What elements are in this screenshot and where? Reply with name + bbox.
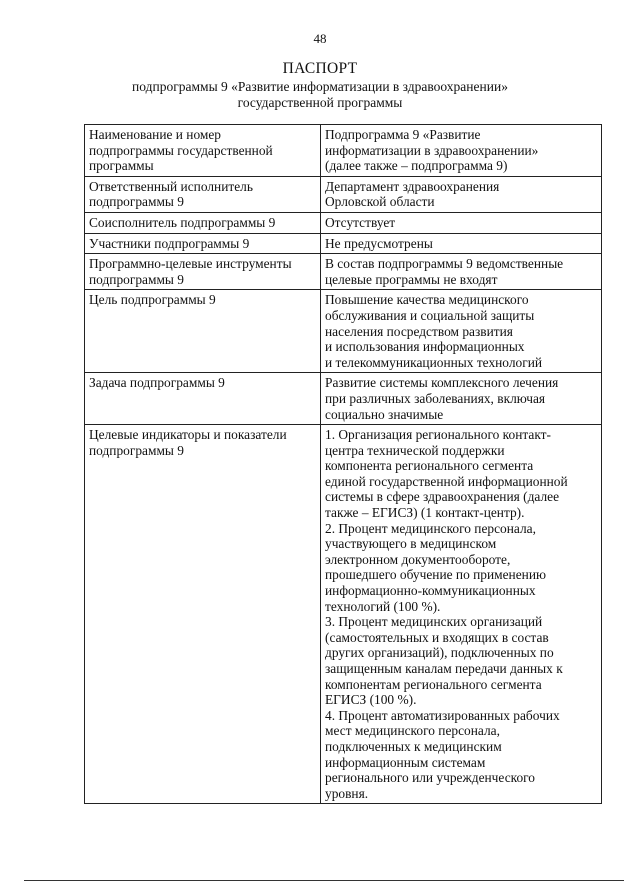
- cell-line: прошедшего обучение по применению: [325, 567, 546, 583]
- cell-line: центра технической поддержки: [325, 442, 505, 458]
- cell-line: Развитие системы комплексного лечения: [325, 375, 559, 391]
- table-row: [85, 125, 602, 177]
- row-value-cell: [321, 373, 602, 425]
- row-label-cell: [85, 373, 321, 425]
- cell-line: Соисполнитель подпрограммы 9: [89, 214, 276, 230]
- cell-line: Не предусмотрены: [325, 235, 433, 251]
- row-label-cell: [85, 176, 321, 212]
- table-row: [85, 425, 602, 804]
- table-row: [85, 290, 602, 373]
- cell-line: других организаций), подключенных по: [325, 645, 554, 661]
- subtitle-line: подпрограммы 9 «Развитие информатизации в здравоохранении»: [132, 79, 508, 94]
- cell-line: электронном документообороте,: [325, 551, 511, 567]
- row-value-cell: [321, 425, 602, 804]
- cell-line: В состав подпрограммы 9 ведомственные: [325, 256, 564, 272]
- cell-line: технологий (100 %).: [325, 598, 441, 614]
- row-label-cell: [85, 125, 321, 177]
- cell-line: системы в сфере здравоохранения (далее: [325, 489, 560, 505]
- row-label-cell: [85, 425, 321, 804]
- cell-line: Ответственный исполнитель: [89, 178, 253, 194]
- table-row: [85, 176, 602, 212]
- cell-line: участвующего в медицинском: [325, 536, 497, 552]
- cell-line: и телекоммуникационных технологий: [325, 354, 543, 370]
- cell-line: обслуживания и социальной защиты: [325, 307, 535, 323]
- cell-line: ЕГИСЗ (100 %).: [325, 692, 417, 708]
- page-number: 48: [313, 31, 327, 46]
- document-subtitle: [0, 79, 640, 110]
- table-row: [85, 233, 602, 254]
- subtitle-line: государственной программы: [237, 94, 403, 110]
- cell-line: подпрограммы 9: [89, 271, 184, 287]
- table-row: [85, 373, 602, 425]
- cell-line: информатизации в здравоохранении»: [325, 142, 539, 158]
- cell-line: уровня.: [325, 785, 369, 801]
- cell-line: Задача подпрограммы 9: [89, 375, 225, 391]
- cell-line: Повышение качества медицинского: [325, 292, 529, 308]
- cell-line: целевые программы не входят: [325, 271, 498, 287]
- cell-line: 3. Процент медицинских организаций: [325, 614, 543, 630]
- row-value-cell: [321, 290, 602, 373]
- cell-line: мест медицинского персонала,: [325, 723, 500, 739]
- cell-line: Подпрограмма 9 «Развитие: [325, 127, 481, 142]
- cell-line: регионального или учрежденческого: [325, 770, 536, 786]
- cell-line: Наименование и номер: [89, 127, 222, 142]
- cell-line: подпрограммы 9: [89, 194, 184, 210]
- cell-line: Отсутствует: [325, 214, 396, 230]
- passport-table: [84, 124, 602, 804]
- row-label-cell: [85, 290, 321, 373]
- cell-line: подпрограммы 9: [89, 442, 184, 458]
- cell-line: социально значимые: [325, 406, 444, 422]
- cell-line: 2. Процент медицинского персонала,: [325, 520, 536, 536]
- cell-line: 4. Процент автоматизированных рабочих: [325, 707, 560, 723]
- cell-line: (далее также – подпрограмма 9): [325, 158, 508, 174]
- row-label-cell: [85, 254, 321, 290]
- document-title: ПАСПОРТ: [282, 60, 358, 77]
- cell-line: населения посредством развития: [325, 323, 513, 339]
- row-value-cell: [321, 212, 602, 233]
- cell-line: компонентам регионального сегмента: [325, 676, 542, 692]
- table-row: [85, 254, 602, 290]
- cell-line: единой государственной информационной: [325, 473, 568, 489]
- cell-line: также – ЕГИСЗ) (1 контакт-центр).: [325, 505, 525, 521]
- cell-line: Орловской области: [325, 194, 435, 210]
- row-value-cell: [321, 125, 602, 177]
- cell-line: подключенных к медицинским: [325, 738, 502, 754]
- table-row: [85, 212, 602, 233]
- cell-line: Программно-целевые инструменты: [89, 256, 292, 272]
- cell-line: Участники подпрограммы 9: [89, 235, 250, 251]
- cell-line: подпрограммы государственной: [89, 142, 273, 158]
- cell-line: Целевые индикаторы и показатели: [89, 427, 287, 443]
- row-label-cell: [85, 212, 321, 233]
- row-value-cell: [321, 254, 602, 290]
- cell-line: компонента регионального сегмента: [325, 458, 534, 474]
- row-value-cell: [321, 176, 602, 212]
- row-value-cell: [321, 233, 602, 254]
- cell-line: 1. Организация регионального контакт-: [325, 427, 551, 443]
- cell-line: информационно-коммуникационных: [325, 583, 536, 599]
- cell-line: при различных заболеваниях, включая: [325, 390, 546, 406]
- cell-line: Департамент здравоохранения: [325, 178, 500, 194]
- cell-line: информационным системам: [325, 754, 486, 770]
- cell-line: защищенным каналам передачи данных к: [325, 661, 563, 676]
- bottom-divider: [24, 880, 624, 881]
- cell-line: (самостоятельных и входящих в состав: [325, 629, 549, 645]
- cell-line: Цель подпрограммы 9: [89, 292, 216, 308]
- cell-line: и использования информационных: [325, 339, 525, 355]
- row-label-cell: [85, 233, 321, 254]
- cell-line: программы: [89, 158, 154, 174]
